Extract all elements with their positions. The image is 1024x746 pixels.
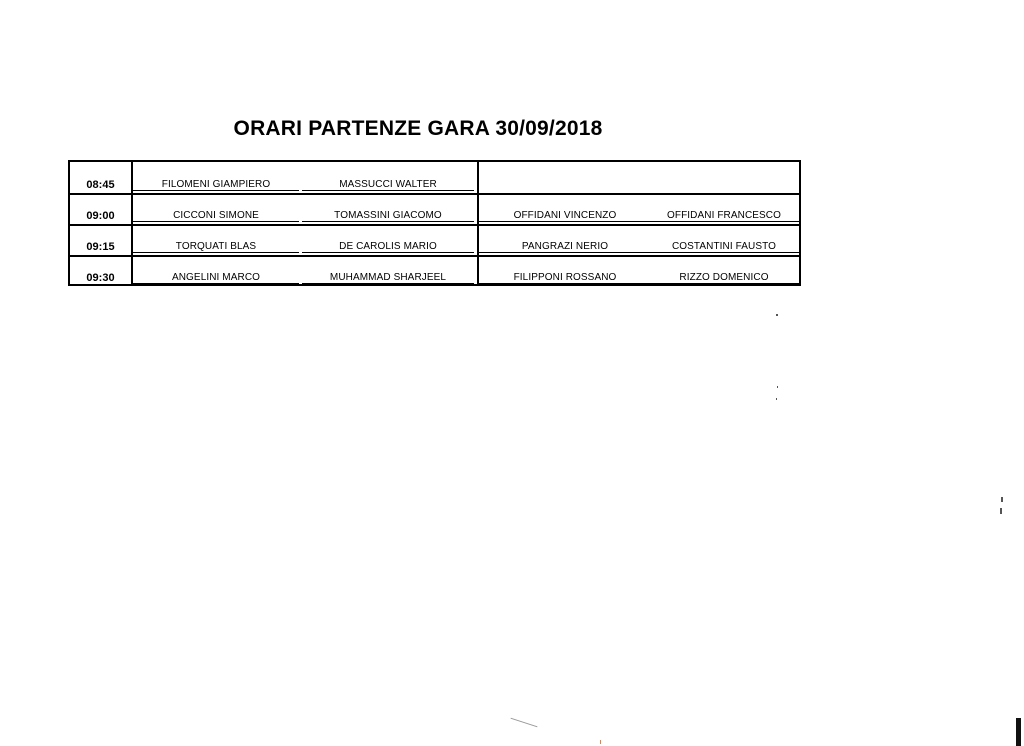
column-divider xyxy=(477,162,479,193)
scan-speck xyxy=(777,386,778,388)
scan-speck xyxy=(776,398,777,400)
player-name: FILOMENI GIAMPIERO xyxy=(133,179,299,191)
player-name: ANGELINI MARCO xyxy=(133,272,299,284)
time-cell: 09:30 xyxy=(70,257,133,286)
start-times-table xyxy=(68,160,801,286)
player-name: MUHAMMAD SHARJEEL xyxy=(302,272,474,284)
table-row xyxy=(70,224,799,255)
scan-speck xyxy=(1016,718,1021,746)
time-cell: 08:45 xyxy=(70,162,133,193)
table-row xyxy=(70,255,799,286)
player-name: DE CAROLIS MARIO xyxy=(302,241,474,253)
scan-speck xyxy=(1000,508,1002,514)
player-name: COSTANTINI FAUSTO xyxy=(648,241,800,253)
time-cell: 09:00 xyxy=(70,195,133,224)
scan-speck xyxy=(511,718,538,728)
player-name: OFFIDANI FRANCESCO xyxy=(648,210,800,222)
player-name: TOMASSINI GIACOMO xyxy=(302,210,474,222)
player-name: FILIPPONI ROSSANO xyxy=(479,272,651,284)
player-name: CICCONI SIMONE xyxy=(133,210,299,222)
player-name: TORQUATI BLAS xyxy=(133,241,299,253)
player-name: MASSUCCI WALTER xyxy=(302,179,474,191)
scan-speck xyxy=(776,314,778,316)
player-name: OFFIDANI VINCENZO xyxy=(479,210,651,222)
player-name: PANGRAZI NERIO xyxy=(479,241,651,253)
scan-speck xyxy=(600,740,601,744)
player-name: RIZZO DOMENICO xyxy=(648,272,800,284)
table-row xyxy=(70,193,799,224)
time-cell: 09:15 xyxy=(70,226,133,255)
scan-speck xyxy=(1001,497,1003,502)
table-row xyxy=(70,162,799,193)
page-title: ORARI PARTENZE GARA 30/09/2018 xyxy=(233,117,603,140)
